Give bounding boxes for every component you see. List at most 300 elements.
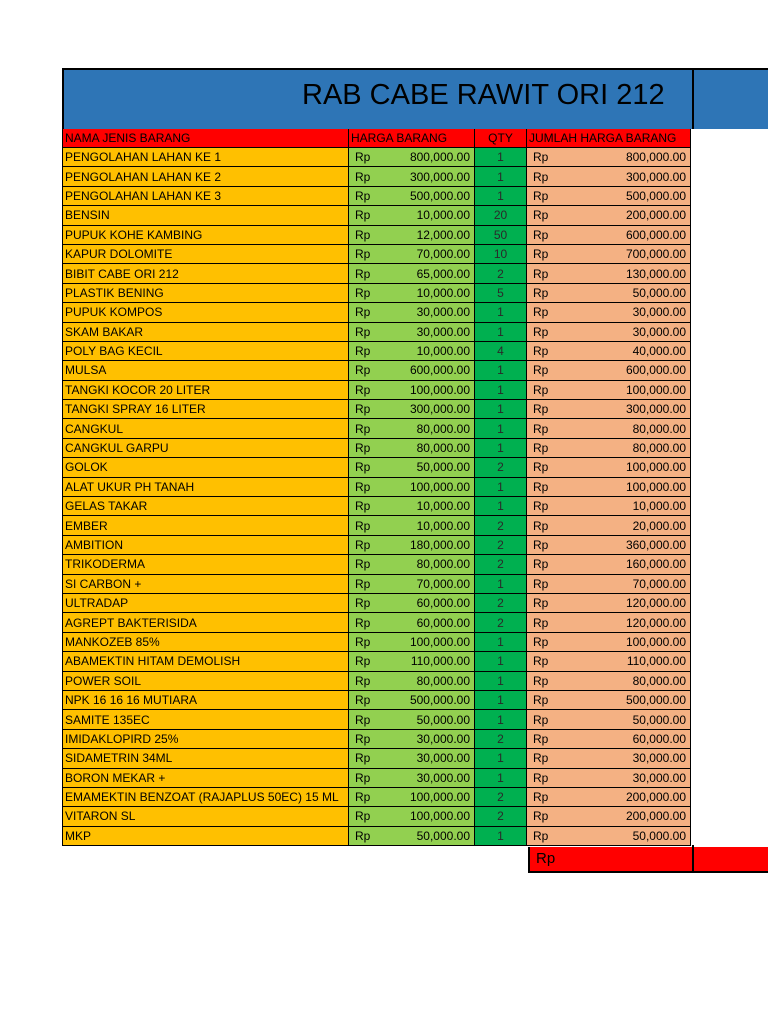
item-qty-cell[interactable]: 1 bbox=[475, 826, 527, 845]
item-price-cell[interactable] bbox=[349, 477, 475, 496]
total-amount: 100,000.00 bbox=[625, 460, 686, 475]
price-currency: Rp bbox=[355, 344, 371, 359]
item-name-cell[interactable]: EMAMEKTIN BENZOAT (RAJAPLUS 50EC) 15 ML bbox=[63, 787, 349, 806]
total-currency: Rp bbox=[533, 693, 549, 708]
table-row bbox=[63, 555, 691, 574]
item-qty-cell[interactable]: 1 bbox=[475, 361, 527, 380]
item-qty-cell[interactable]: 2 bbox=[475, 787, 527, 806]
total-amount: 160,000.00 bbox=[625, 557, 686, 572]
item-total-cell[interactable] bbox=[527, 787, 691, 806]
item-total-cell[interactable] bbox=[527, 516, 691, 535]
table-row bbox=[63, 768, 691, 787]
item-price-cell[interactable] bbox=[349, 419, 475, 438]
price-amount: 100,000.00 bbox=[409, 479, 470, 494]
price-amount: 50,000.00 bbox=[416, 460, 470, 475]
price-currency: Rp bbox=[355, 266, 371, 281]
price-currency: Rp bbox=[355, 712, 371, 727]
item-name-cell[interactable]: MKP bbox=[63, 826, 349, 845]
total-amount: 70,000.00 bbox=[632, 576, 686, 591]
item-qty-cell[interactable]: 2 bbox=[475, 264, 527, 283]
table-row bbox=[63, 574, 691, 593]
price-amount: 180,000.00 bbox=[409, 538, 470, 552]
price-currency: Rp bbox=[355, 227, 371, 242]
item-qty-cell[interactable]: 4 bbox=[475, 341, 527, 360]
price-currency: Rp bbox=[355, 615, 371, 630]
total-amount: 120,000.00 bbox=[625, 615, 686, 630]
total-amount: 130,000.00 bbox=[625, 266, 686, 281]
item-total-cell[interactable] bbox=[527, 264, 691, 283]
item-qty-cell[interactable]: 1 bbox=[475, 497, 527, 516]
item-total-cell[interactable] bbox=[527, 826, 691, 845]
item-name-cell[interactable]: TANGKI SPRAY 16 LITER bbox=[63, 400, 349, 419]
total-currency: Rp bbox=[533, 731, 549, 746]
price-amount: 500,000.00 bbox=[409, 693, 470, 708]
item-price-cell[interactable] bbox=[349, 729, 475, 748]
item-qty-cell[interactable]: 1 bbox=[475, 380, 527, 399]
item-price-cell[interactable] bbox=[349, 710, 475, 729]
price-currency: Rp bbox=[355, 460, 371, 475]
total-currency: Rp bbox=[533, 576, 549, 591]
total-currency: Rp bbox=[533, 460, 549, 475]
total-currency: Rp bbox=[533, 421, 549, 436]
item-total-cell[interactable] bbox=[527, 535, 691, 554]
total-currency: Rp bbox=[533, 634, 549, 649]
item-qty-cell[interactable]: 20 bbox=[475, 206, 527, 225]
item-name-cell[interactable]: PLASTIK BENING bbox=[63, 283, 349, 302]
item-name-cell[interactable]: PENGOLAHAN LAHAN KE 2 bbox=[63, 167, 349, 186]
table-row bbox=[63, 322, 691, 341]
item-qty-cell[interactable]: 1 bbox=[475, 167, 527, 186]
item-name-cell[interactable]: SI CARBON + bbox=[63, 574, 349, 593]
item-name-cell[interactable]: BORON MEKAR + bbox=[63, 768, 349, 787]
item-qty-cell[interactable]: 2 bbox=[475, 807, 527, 826]
item-price-cell[interactable] bbox=[349, 593, 475, 612]
item-qty-cell[interactable]: 1 bbox=[475, 400, 527, 419]
table-row bbox=[63, 593, 691, 612]
price-amount: 50,000.00 bbox=[416, 828, 470, 843]
total-amount: 10,000.00 bbox=[632, 499, 686, 514]
price-currency: Rp bbox=[355, 499, 371, 514]
item-name-cell[interactable]: TRIKODERMA bbox=[63, 555, 349, 574]
item-qty-cell[interactable]: 1 bbox=[475, 148, 527, 167]
title-divider bbox=[692, 70, 694, 129]
table-row bbox=[63, 690, 691, 709]
item-name-cell[interactable]: ALAT UKUR PH TANAH bbox=[63, 477, 349, 496]
total-currency: Rp bbox=[533, 208, 549, 223]
item-total-cell[interactable] bbox=[527, 632, 691, 651]
item-total-cell[interactable] bbox=[527, 148, 691, 167]
item-qty-cell[interactable]: 1 bbox=[475, 322, 527, 341]
price-amount: 12,000.00 bbox=[416, 227, 470, 242]
item-total-cell[interactable] bbox=[527, 438, 691, 457]
header-row bbox=[63, 129, 691, 148]
item-price-cell[interactable] bbox=[349, 458, 475, 477]
total-amount: 500,000.00 bbox=[625, 693, 686, 708]
table-row bbox=[63, 826, 691, 845]
grand-total-currency: Rp bbox=[536, 850, 556, 867]
item-total-cell[interactable] bbox=[527, 341, 691, 360]
price-currency: Rp bbox=[355, 247, 371, 262]
total-amount: 30,000.00 bbox=[632, 305, 686, 320]
total-currency: Rp bbox=[533, 518, 549, 533]
item-price-cell[interactable] bbox=[349, 244, 475, 263]
item-total-cell[interactable] bbox=[527, 322, 691, 341]
item-name-cell[interactable]: MANKOZEB 85% bbox=[63, 632, 349, 651]
item-total-cell[interactable] bbox=[527, 574, 691, 593]
item-price-cell[interactable] bbox=[349, 535, 475, 554]
item-price-cell[interactable] bbox=[349, 690, 475, 709]
total-amount: 200,000.00 bbox=[625, 790, 686, 805]
price-currency: Rp bbox=[355, 693, 371, 708]
item-qty-cell[interactable]: 2 bbox=[475, 555, 527, 574]
item-total-cell[interactable] bbox=[527, 167, 691, 186]
item-price-cell[interactable] bbox=[349, 400, 475, 419]
item-rows bbox=[63, 148, 691, 846]
total-amount: 600,000.00 bbox=[625, 363, 686, 378]
item-qty-cell[interactable]: 1 bbox=[475, 690, 527, 709]
price-amount: 300,000.00 bbox=[409, 402, 470, 417]
item-total-cell[interactable] bbox=[527, 710, 691, 729]
item-qty-cell[interactable]: 1 bbox=[475, 671, 527, 690]
item-name-cell[interactable]: EMBER bbox=[63, 516, 349, 535]
item-price-cell[interactable] bbox=[349, 497, 475, 516]
price-currency: Rp bbox=[355, 576, 371, 591]
item-total-cell[interactable] bbox=[527, 244, 691, 263]
item-name-cell[interactable]: SKAM BAKAR bbox=[63, 322, 349, 341]
item-qty-cell[interactable]: 1 bbox=[475, 477, 527, 496]
total-currency: Rp bbox=[533, 615, 549, 630]
item-total-cell[interactable] bbox=[527, 225, 691, 244]
item-price-cell[interactable] bbox=[349, 206, 475, 225]
item-total-cell[interactable] bbox=[527, 419, 691, 438]
item-total-cell[interactable] bbox=[527, 690, 691, 709]
total-currency: Rp bbox=[533, 538, 549, 552]
item-price-cell[interactable] bbox=[349, 186, 475, 205]
item-price-cell[interactable] bbox=[349, 807, 475, 826]
price-amount: 100,000.00 bbox=[409, 790, 470, 805]
item-price-cell[interactable] bbox=[349, 555, 475, 574]
price-currency: Rp bbox=[355, 441, 371, 456]
price-currency: Rp bbox=[355, 208, 371, 223]
table-row bbox=[63, 283, 691, 302]
total-currency: Rp bbox=[533, 654, 549, 669]
price-amount: 800,000.00 bbox=[409, 150, 470, 165]
item-price-cell[interactable] bbox=[349, 438, 475, 457]
item-name-cell[interactable]: PENGOLAHAN LAHAN KE 3 bbox=[63, 186, 349, 205]
price-currency: Rp bbox=[355, 596, 371, 611]
total-currency: Rp bbox=[533, 247, 549, 262]
item-name-cell[interactable]: MULSA bbox=[63, 361, 349, 380]
item-price-cell[interactable] bbox=[349, 361, 475, 380]
total-amount: 200,000.00 bbox=[625, 208, 686, 223]
total-currency: Rp bbox=[533, 305, 549, 320]
item-price-cell[interactable] bbox=[349, 574, 475, 593]
item-name-cell[interactable]: SAMITE 135EC bbox=[63, 710, 349, 729]
table-row bbox=[63, 710, 691, 729]
item-qty-cell[interactable]: 2 bbox=[475, 613, 527, 632]
total-currency: Rp bbox=[533, 557, 549, 572]
item-price-cell[interactable] bbox=[349, 283, 475, 302]
total-amount: 80,000.00 bbox=[632, 673, 686, 688]
table-row bbox=[63, 497, 691, 516]
item-qty-cell[interactable]: 10 bbox=[475, 244, 527, 263]
item-name-cell[interactable]: POWER SOIL bbox=[63, 671, 349, 690]
grand-total-edge bbox=[692, 845, 694, 871]
total-currency: Rp bbox=[533, 770, 549, 785]
total-amount: 600,000.00 bbox=[625, 227, 686, 242]
table-row bbox=[63, 225, 691, 244]
total-amount: 500,000.00 bbox=[625, 188, 686, 203]
price-amount: 30,000.00 bbox=[416, 751, 470, 766]
table-row bbox=[63, 516, 691, 535]
item-total-cell[interactable] bbox=[527, 768, 691, 787]
total-amount: 30,000.00 bbox=[632, 770, 686, 785]
item-name-cell[interactable]: PUPUK KOMPOS bbox=[63, 303, 349, 322]
total-currency: Rp bbox=[533, 828, 549, 843]
item-total-cell[interactable] bbox=[527, 361, 691, 380]
item-name-cell[interactable]: GELAS TAKAR bbox=[63, 497, 349, 516]
item-qty-cell[interactable]: 1 bbox=[475, 768, 527, 787]
item-price-cell[interactable] bbox=[349, 516, 475, 535]
item-name-cell[interactable]: BIBIT CABE ORI 212 bbox=[63, 264, 349, 283]
item-price-cell[interactable] bbox=[349, 167, 475, 186]
total-amount: 80,000.00 bbox=[632, 441, 686, 456]
table-row bbox=[63, 400, 691, 419]
item-qty-cell[interactable]: 2 bbox=[475, 516, 527, 535]
item-total-cell[interactable] bbox=[527, 671, 691, 690]
item-name-cell[interactable]: PUPUK KOHE KAMBING bbox=[63, 225, 349, 244]
total-currency: Rp bbox=[533, 499, 549, 514]
item-name-cell[interactable]: NPK 16 16 16 MUTIARA bbox=[63, 690, 349, 709]
total-currency: Rp bbox=[533, 227, 549, 242]
item-qty-cell[interactable]: 1 bbox=[475, 438, 527, 457]
total-amount: 80,000.00 bbox=[632, 421, 686, 436]
price-amount: 65,000.00 bbox=[416, 266, 470, 281]
table-row bbox=[63, 613, 691, 632]
price-currency: Rp bbox=[355, 402, 371, 417]
total-amount: 800,000.00 bbox=[625, 150, 686, 165]
item-price-cell[interactable] bbox=[349, 787, 475, 806]
item-name-cell[interactable]: PENGOLAHAN LAHAN KE 1 bbox=[63, 148, 349, 167]
item-price-cell[interactable] bbox=[349, 380, 475, 399]
price-currency: Rp bbox=[355, 731, 371, 746]
price-amount: 100,000.00 bbox=[409, 382, 470, 397]
price-currency: Rp bbox=[355, 421, 371, 436]
total-currency: Rp bbox=[533, 790, 549, 805]
item-name-cell[interactable]: VITARON SL bbox=[63, 807, 349, 826]
item-qty-cell[interactable]: 1 bbox=[475, 303, 527, 322]
item-total-cell[interactable] bbox=[527, 807, 691, 826]
budget-table bbox=[62, 129, 691, 846]
price-currency: Rp bbox=[355, 751, 371, 766]
item-name-cell[interactable]: BENSIN bbox=[63, 206, 349, 225]
table-row bbox=[63, 749, 691, 768]
price-amount: 100,000.00 bbox=[409, 634, 470, 649]
item-price-cell[interactable] bbox=[349, 322, 475, 341]
table-row bbox=[63, 632, 691, 651]
total-currency: Rp bbox=[533, 169, 549, 184]
price-amount: 70,000.00 bbox=[416, 576, 470, 591]
price-amount: 30,000.00 bbox=[416, 305, 470, 320]
table-row bbox=[63, 361, 691, 380]
item-qty-cell[interactable]: 1 bbox=[475, 419, 527, 438]
item-total-cell[interactable] bbox=[527, 749, 691, 768]
price-currency: Rp bbox=[355, 538, 371, 552]
item-total-cell[interactable] bbox=[527, 613, 691, 632]
price-currency: Rp bbox=[355, 673, 371, 688]
total-amount: 20,000.00 bbox=[632, 518, 686, 533]
total-currency: Rp bbox=[533, 596, 549, 611]
table-row bbox=[63, 419, 691, 438]
table-row bbox=[63, 477, 691, 496]
price-amount: 100,000.00 bbox=[409, 809, 470, 824]
price-currency: Rp bbox=[355, 363, 371, 378]
item-price-cell[interactable] bbox=[349, 303, 475, 322]
item-price-cell[interactable] bbox=[349, 341, 475, 360]
item-name-cell[interactable]: CANGKUL bbox=[63, 419, 349, 438]
total-amount: 50,000.00 bbox=[632, 828, 686, 843]
price-amount: 10,000.00 bbox=[416, 344, 470, 359]
item-qty-cell[interactable]: 1 bbox=[475, 652, 527, 671]
price-currency: Rp bbox=[355, 828, 371, 843]
item-price-cell[interactable] bbox=[349, 225, 475, 244]
item-qty-cell[interactable]: 1 bbox=[475, 186, 527, 205]
item-name-cell[interactable]: AGREPT BAKTERISIDA bbox=[63, 613, 349, 632]
table-row bbox=[63, 652, 691, 671]
item-total-cell[interactable] bbox=[527, 497, 691, 516]
item-price-cell[interactable] bbox=[349, 671, 475, 690]
price-amount: 30,000.00 bbox=[416, 324, 470, 339]
table-row bbox=[63, 671, 691, 690]
total-currency: Rp bbox=[533, 188, 549, 203]
item-total-cell[interactable] bbox=[527, 729, 691, 748]
total-amount: 50,000.00 bbox=[632, 285, 686, 300]
item-total-cell[interactable] bbox=[527, 458, 691, 477]
item-qty-cell[interactable]: 1 bbox=[475, 749, 527, 768]
item-name-cell[interactable]: KAPUR DOLOMITE bbox=[63, 244, 349, 263]
table-row bbox=[63, 729, 691, 748]
price-amount: 70,000.00 bbox=[416, 247, 470, 262]
table-row bbox=[63, 206, 691, 225]
item-name-cell[interactable]: TANGKI KOCOR 20 LITER bbox=[63, 380, 349, 399]
total-amount: 100,000.00 bbox=[625, 634, 686, 649]
item-total-cell[interactable] bbox=[527, 283, 691, 302]
item-price-cell[interactable] bbox=[349, 148, 475, 167]
item-price-cell[interactable] bbox=[349, 749, 475, 768]
table-row bbox=[63, 167, 691, 186]
price-currency: Rp bbox=[355, 790, 371, 805]
item-name-cell[interactable]: SIDAMETRIN 34ML bbox=[63, 749, 349, 768]
price-amount: 600,000.00 bbox=[409, 363, 470, 378]
total-currency: Rp bbox=[533, 809, 549, 824]
item-total-cell[interactable] bbox=[527, 593, 691, 612]
price-currency: Rp bbox=[355, 382, 371, 397]
item-total-cell[interactable] bbox=[527, 477, 691, 496]
header-qty[interactable]: QTY bbox=[475, 129, 527, 148]
item-total-cell[interactable] bbox=[527, 303, 691, 322]
total-amount: 110,000.00 bbox=[626, 654, 686, 669]
item-qty-cell[interactable]: 2 bbox=[475, 535, 527, 554]
item-name-cell[interactable]: GOLOK bbox=[63, 458, 349, 477]
total-currency: Rp bbox=[533, 382, 549, 397]
price-currency: Rp bbox=[355, 634, 371, 649]
item-total-cell[interactable] bbox=[527, 555, 691, 574]
price-currency: Rp bbox=[355, 479, 371, 494]
price-amount: 50,000.00 bbox=[416, 712, 470, 727]
header-name[interactable]: NAMA JENIS BARANG bbox=[63, 129, 349, 148]
total-amount: 120,000.00 bbox=[625, 596, 686, 611]
item-price-cell[interactable] bbox=[349, 652, 475, 671]
item-price-cell[interactable] bbox=[349, 613, 475, 632]
price-currency: Rp bbox=[355, 188, 371, 203]
item-name-cell[interactable]: CANGKUL GARPU bbox=[63, 438, 349, 457]
item-total-cell[interactable] bbox=[527, 380, 691, 399]
item-name-cell[interactable]: IMIDAKLOPIRD 25% bbox=[63, 729, 349, 748]
total-amount: 360,000.00 bbox=[625, 538, 686, 552]
item-price-cell[interactable] bbox=[349, 768, 475, 787]
item-total-cell[interactable] bbox=[527, 652, 691, 671]
total-currency: Rp bbox=[533, 150, 549, 165]
item-name-cell[interactable]: AMBITION bbox=[63, 535, 349, 554]
header-total[interactable]: JUMLAH HARGA BARANG bbox=[527, 129, 691, 148]
table-row bbox=[63, 244, 691, 263]
item-qty-cell[interactable]: 5 bbox=[475, 283, 527, 302]
price-amount: 500,000.00 bbox=[409, 188, 470, 203]
total-currency: Rp bbox=[533, 479, 549, 494]
price-currency: Rp bbox=[355, 518, 371, 533]
price-amount: 30,000.00 bbox=[416, 770, 470, 785]
item-qty-cell[interactable]: 1 bbox=[475, 632, 527, 651]
total-currency: Rp bbox=[533, 441, 549, 456]
item-total-cell[interactable] bbox=[527, 206, 691, 225]
price-currency: Rp bbox=[355, 557, 371, 572]
sheet-title: RAB CABE RAWIT ORI 212 bbox=[302, 79, 665, 111]
price-amount: 10,000.00 bbox=[416, 285, 470, 300]
price-amount: 80,000.00 bbox=[416, 421, 470, 436]
price-amount: 30,000.00 bbox=[416, 731, 470, 746]
item-price-cell[interactable] bbox=[349, 826, 475, 845]
grand-total-cell[interactable] bbox=[528, 847, 768, 873]
item-qty-cell[interactable]: 1 bbox=[475, 574, 527, 593]
price-amount: 80,000.00 bbox=[416, 557, 470, 572]
table-row bbox=[63, 303, 691, 322]
title-bar bbox=[62, 68, 768, 129]
item-price-cell[interactable] bbox=[349, 264, 475, 283]
header-price[interactable]: HARGA BARANG bbox=[349, 129, 475, 148]
item-qty-cell[interactable]: 2 bbox=[475, 458, 527, 477]
total-amount: 30,000.00 bbox=[632, 751, 686, 766]
item-price-cell[interactable] bbox=[349, 632, 475, 651]
total-amount: 30,000.00 bbox=[632, 324, 686, 339]
item-name-cell[interactable]: ABAMEKTIN HITAM DEMOLISH bbox=[63, 652, 349, 671]
price-amount: 10,000.00 bbox=[416, 208, 470, 223]
item-qty-cell[interactable]: 2 bbox=[475, 729, 527, 748]
total-amount: 300,000.00 bbox=[625, 169, 686, 184]
item-qty-cell[interactable]: 2 bbox=[475, 593, 527, 612]
total-currency: Rp bbox=[533, 402, 549, 417]
total-currency: Rp bbox=[533, 673, 549, 688]
table-row bbox=[63, 148, 691, 167]
total-amount: 300,000.00 bbox=[625, 402, 686, 417]
item-name-cell[interactable]: POLY BAG KECIL bbox=[63, 341, 349, 360]
item-total-cell[interactable] bbox=[527, 186, 691, 205]
price-amount: 80,000.00 bbox=[416, 673, 470, 688]
item-name-cell[interactable]: ULTRADAP bbox=[63, 593, 349, 612]
item-qty-cell[interactable]: 50 bbox=[475, 225, 527, 244]
item-qty-cell[interactable]: 1 bbox=[475, 710, 527, 729]
item-total-cell[interactable] bbox=[527, 400, 691, 419]
price-currency: Rp bbox=[355, 305, 371, 320]
